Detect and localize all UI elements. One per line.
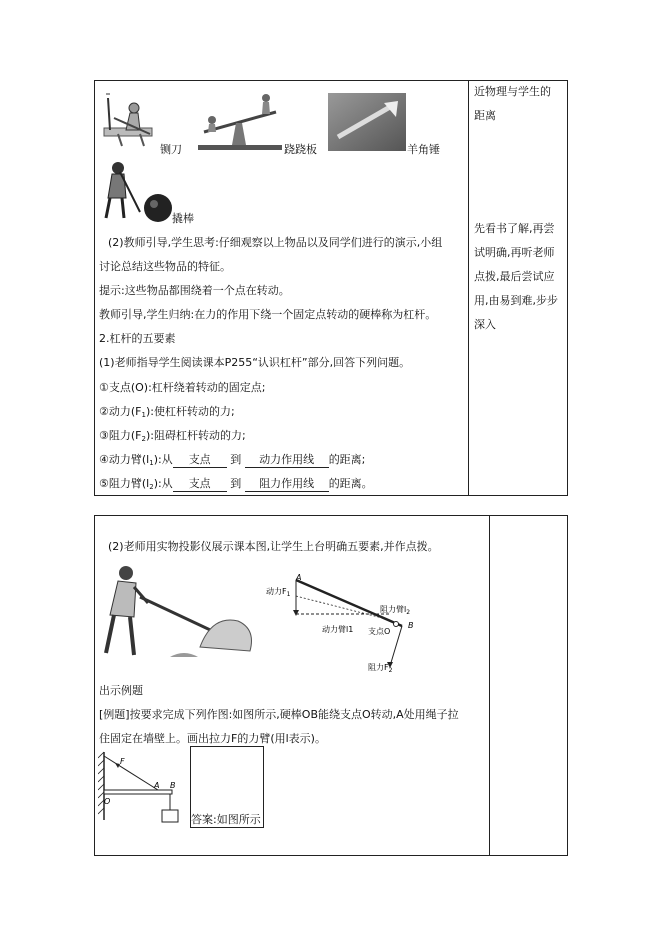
caption-crowbar: 撬棒: [172, 212, 194, 225]
label-resistance-force-sub: 2: [388, 667, 393, 674]
item-effort-arm-sub: 1: [149, 459, 154, 467]
item-effort-arm: [99, 452, 365, 471]
answer-box: [190, 746, 264, 828]
label-resistance-arm-sub: 2: [406, 609, 411, 616]
paragraph-definition: 教师引导,学生归纳:在力的作用下绕一个固定点转动的硬棒称为杠杆。: [99, 308, 437, 321]
paragraph-teacher-guide-1: (2)教师引导,学生思考:仔细观察以上物品以及同学们进行的演示,小组: [108, 236, 443, 249]
item-resistance-arm-to: 到: [230, 477, 242, 490]
fulcrum-point: [394, 622, 399, 627]
side-note-method-line5: 深入: [474, 318, 496, 331]
person-lever-illustration: [100, 563, 260, 663]
side-note-top: [474, 80, 551, 128]
example-figure: [98, 750, 184, 828]
item-resistance-arm-post: 的距离。: [328, 477, 373, 490]
blank-effort-line: 动力作用线: [245, 452, 329, 468]
label-resistance-force-text: 阻力F: [368, 663, 389, 672]
item-fulcrum: ①支点(O):杠杆绕着转动的固定点;: [99, 381, 266, 394]
item-effort-force-pre: ②动力(F: [99, 405, 142, 418]
hanging-block: [162, 810, 178, 822]
item-resistance-arm-sub: 2: [149, 483, 154, 491]
example-line-2: 住固定在墙壁上。画出拉力F的力臂(用l表示)。: [99, 732, 326, 745]
example-line-1: [例题]按要求完成下列作图:如图所示,硬棒OB能绕支点O转动,A处用绳子拉: [99, 708, 459, 721]
rope-line: [104, 756, 158, 790]
caption-claw-hammer: 羊角锤: [407, 143, 440, 156]
table2-column-divider: [489, 515, 490, 856]
fig-label-A: A: [154, 781, 160, 790]
item-resistance-force-pre: ③阻力(F: [99, 429, 142, 442]
blank-fulcrum-1: 支点: [173, 452, 227, 468]
blank-fulcrum-2: 支点: [173, 476, 227, 492]
side-note-top-line1: 近物理与学生的: [474, 85, 551, 98]
guillotine-illustration: [100, 88, 158, 150]
label-B: B: [408, 621, 414, 630]
caption-guillotine: 铡刀: [160, 143, 182, 156]
label-fulcrum: 支点O: [368, 627, 391, 636]
label-effort-force: [266, 586, 291, 598]
fig-label-O: O: [104, 797, 111, 806]
label-resistance-arm: [380, 604, 410, 616]
heading-five-elements: 2.杠杆的五要素: [99, 332, 176, 345]
table1-column-divider: [468, 80, 469, 496]
paragraph-projector: (2)老师用实物投影仪展示课本图,让学生上台明确五要素,并作点拨。: [108, 540, 439, 553]
item-effort-force-post: ):使杠杆转动的力;: [145, 405, 235, 418]
item-resistance-arm: [99, 476, 373, 495]
paragraph-hint: 提示:这些物品都围绕着一个点在转动。: [99, 284, 290, 297]
caption-seesaw: 跷跷板: [284, 143, 317, 156]
side-note-method-line2: 试明确,再听老师: [474, 246, 555, 259]
item-resistance-force-sub: 2: [141, 435, 146, 443]
answer-text: 答案:如图所示: [191, 813, 261, 826]
item-effort-arm-to: 到: [230, 453, 242, 466]
rod-OB: [104, 790, 172, 794]
resistance-force-arrow: [390, 626, 402, 666]
seesaw-illustration: [198, 90, 282, 152]
paragraph-teacher-guide-2: 讨论总结这些物品的特征。: [99, 260, 231, 273]
item-effort-force: [99, 404, 235, 423]
item-resistance-force-post: ):阻碍杠杆转动的力;: [145, 429, 246, 442]
item-effort-arm-post: 的距离;: [328, 453, 366, 466]
label-resistance-arm-text: 阻力臂l: [380, 605, 407, 614]
item-resistance-arm-mid: ):从: [153, 477, 173, 490]
item-effort-arm-pre: ④动力臂(l: [99, 453, 150, 466]
fig-label-B: B: [170, 781, 176, 790]
fig-label-F: F: [120, 757, 125, 766]
label-effort-force-sub: 1: [286, 591, 291, 598]
lever-diagram: [262, 570, 422, 674]
item-effort-arm-mid: ):从: [153, 453, 173, 466]
paragraph-reading-task: (1)老师指导学生阅读课本P255“认识杠杆”部分,回答下列问题。: [99, 356, 411, 369]
side-note-method-line3: 点拨,最后尝试应: [474, 270, 555, 283]
side-note-top-line2: 距离: [474, 109, 496, 122]
label-effort-force-text: 动力F: [266, 587, 287, 596]
side-note-method-line4: 用,由易到难,步步: [474, 294, 558, 307]
side-note-method: [474, 217, 558, 337]
item-resistance-force: [99, 428, 246, 447]
claw-hammer-photo: [328, 93, 406, 151]
blank-resistance-line: 阻力作用线: [245, 476, 329, 492]
side-note-method-line1: 先看书了解,再尝: [474, 222, 555, 235]
label-effort-arm: 动力臂l1: [322, 625, 354, 634]
label-A: A: [296, 573, 302, 582]
heading-show-example: 出示例题: [99, 684, 143, 697]
item-resistance-arm-pre: ⑤阻力臂(l: [99, 477, 150, 490]
item-effort-force-sub: 1: [141, 411, 146, 419]
crowbar-illustration: [100, 160, 176, 228]
